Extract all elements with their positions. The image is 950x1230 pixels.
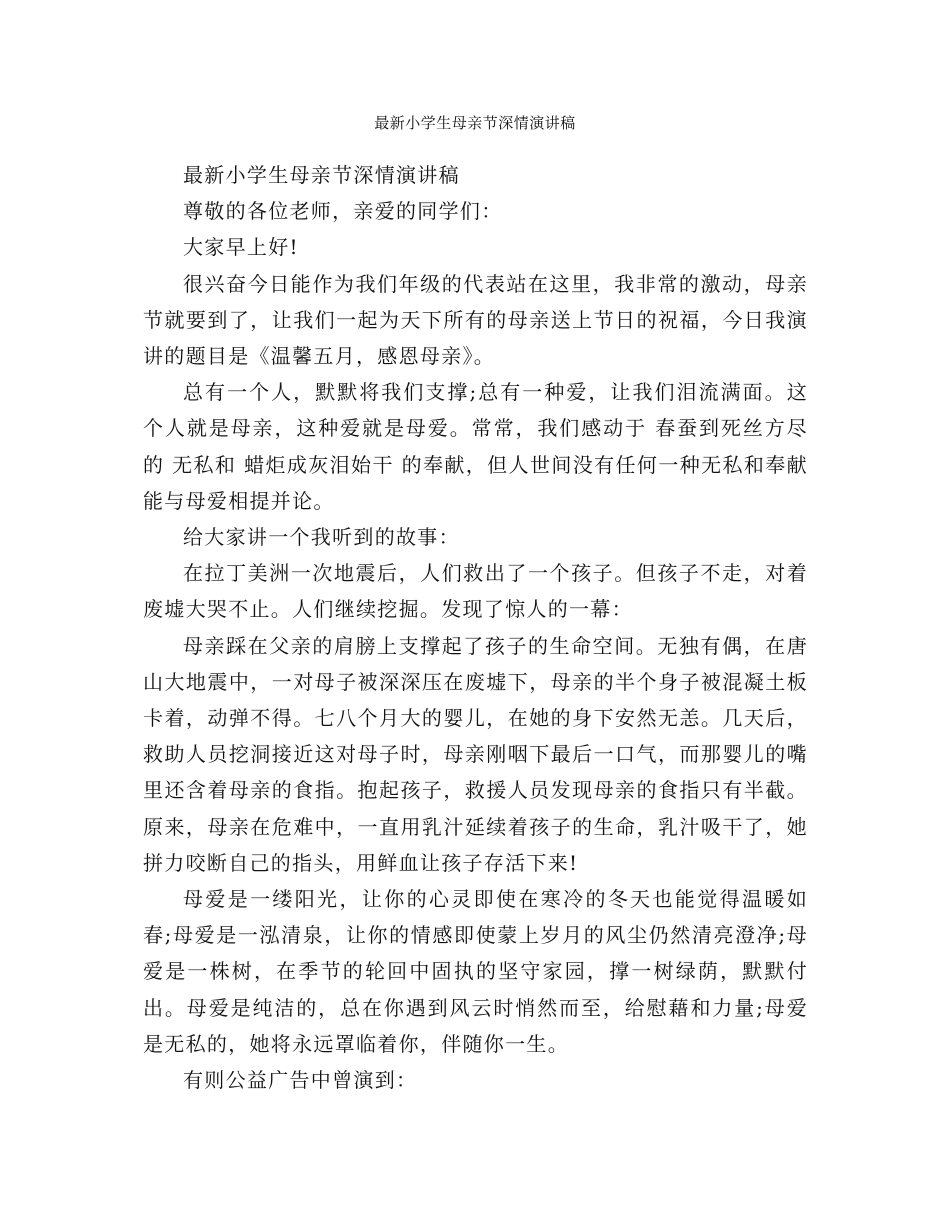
- body-paragraph: 在拉丁美洲一次地震后，人们救出了一个孩子。但孩子不走，对着废墟大哭不止。人们继续挖掘。发现了惊人的一幕：: [143, 561, 808, 622]
- document-body: [143, 157, 808, 1098]
- body-paragraph: 总有一个人，默默将我们支撑;总有一种爱，让我们泪流满面。这个人就是母亲，这种爱就是母爱。常常，我们感动于 春蚕到死丝方尽的 无私和 蜡炬成灰泪始干 的奉献，但人世间没有任何一种无私和奉献能与母爱相提并论。: [143, 380, 808, 513]
- body-paragraph: 母亲踩在父亲的肩膀上支撑起了孩子的生命空间。无独有偶，在唐山大地震中，一对母子被深深压在废墟下，母亲的半个身子被混凝土板卡着，动弹不得。七八个月大的婴儿，在她的身下安然无恙。几天后，救助人员挖洞接近这对母子时，母亲刚咽下最后一口气，而那婴儿的嘴里还含着母亲的食指。抱起孩子，救援人员发现母亲的食指只有半截。原来，母亲在危难中，一直用乳汁延续着孩子的生命，乳汁吸干了，她拼力咬断自己的指头，用鲜血让孩子存活下来!: [143, 633, 808, 875]
- body-paragraph: 很兴奋今日能作为我们年级的代表站在这里，我非常的激动，母亲节就要到了，让我们一起为天下所有的母亲送上节日的祝福，今日我演讲的题目是《温馨五月，感恩母亲》。: [143, 271, 808, 369]
- page-header-title: 最新小学生母亲节深情演讲稿: [374, 114, 576, 132]
- document-title-paragraph: 最新小学生母亲节深情演讲稿: [183, 163, 460, 187]
- body-paragraph: 给大家讲一个我听到的故事：: [183, 525, 460, 550]
- body-paragraph: 有则公益广告中曾演到：: [183, 1068, 418, 1093]
- salutation-paragraph: 尊敬的各位老师，亲爱的同学们：: [183, 199, 503, 224]
- body-paragraph: 母爱是一缕阳光，让你的心灵即使在寒冷的冬天也能觉得温暖如春;母爱是一泓清泉，让你的情感即使蒙上岁月的风尘仍然清亮澄净;母爱是一株树，在季节的轮回中固执的坚守家园，撑一树绿荫，默默付出。母爱是纯洁的，总在你遇到风云时悄然而至，给慰藉和力量;母爱是无私的，她将永远罩临着你，伴随你一生。: [143, 887, 808, 1056]
- greeting-paragraph: 大家早上好!: [183, 235, 299, 260]
